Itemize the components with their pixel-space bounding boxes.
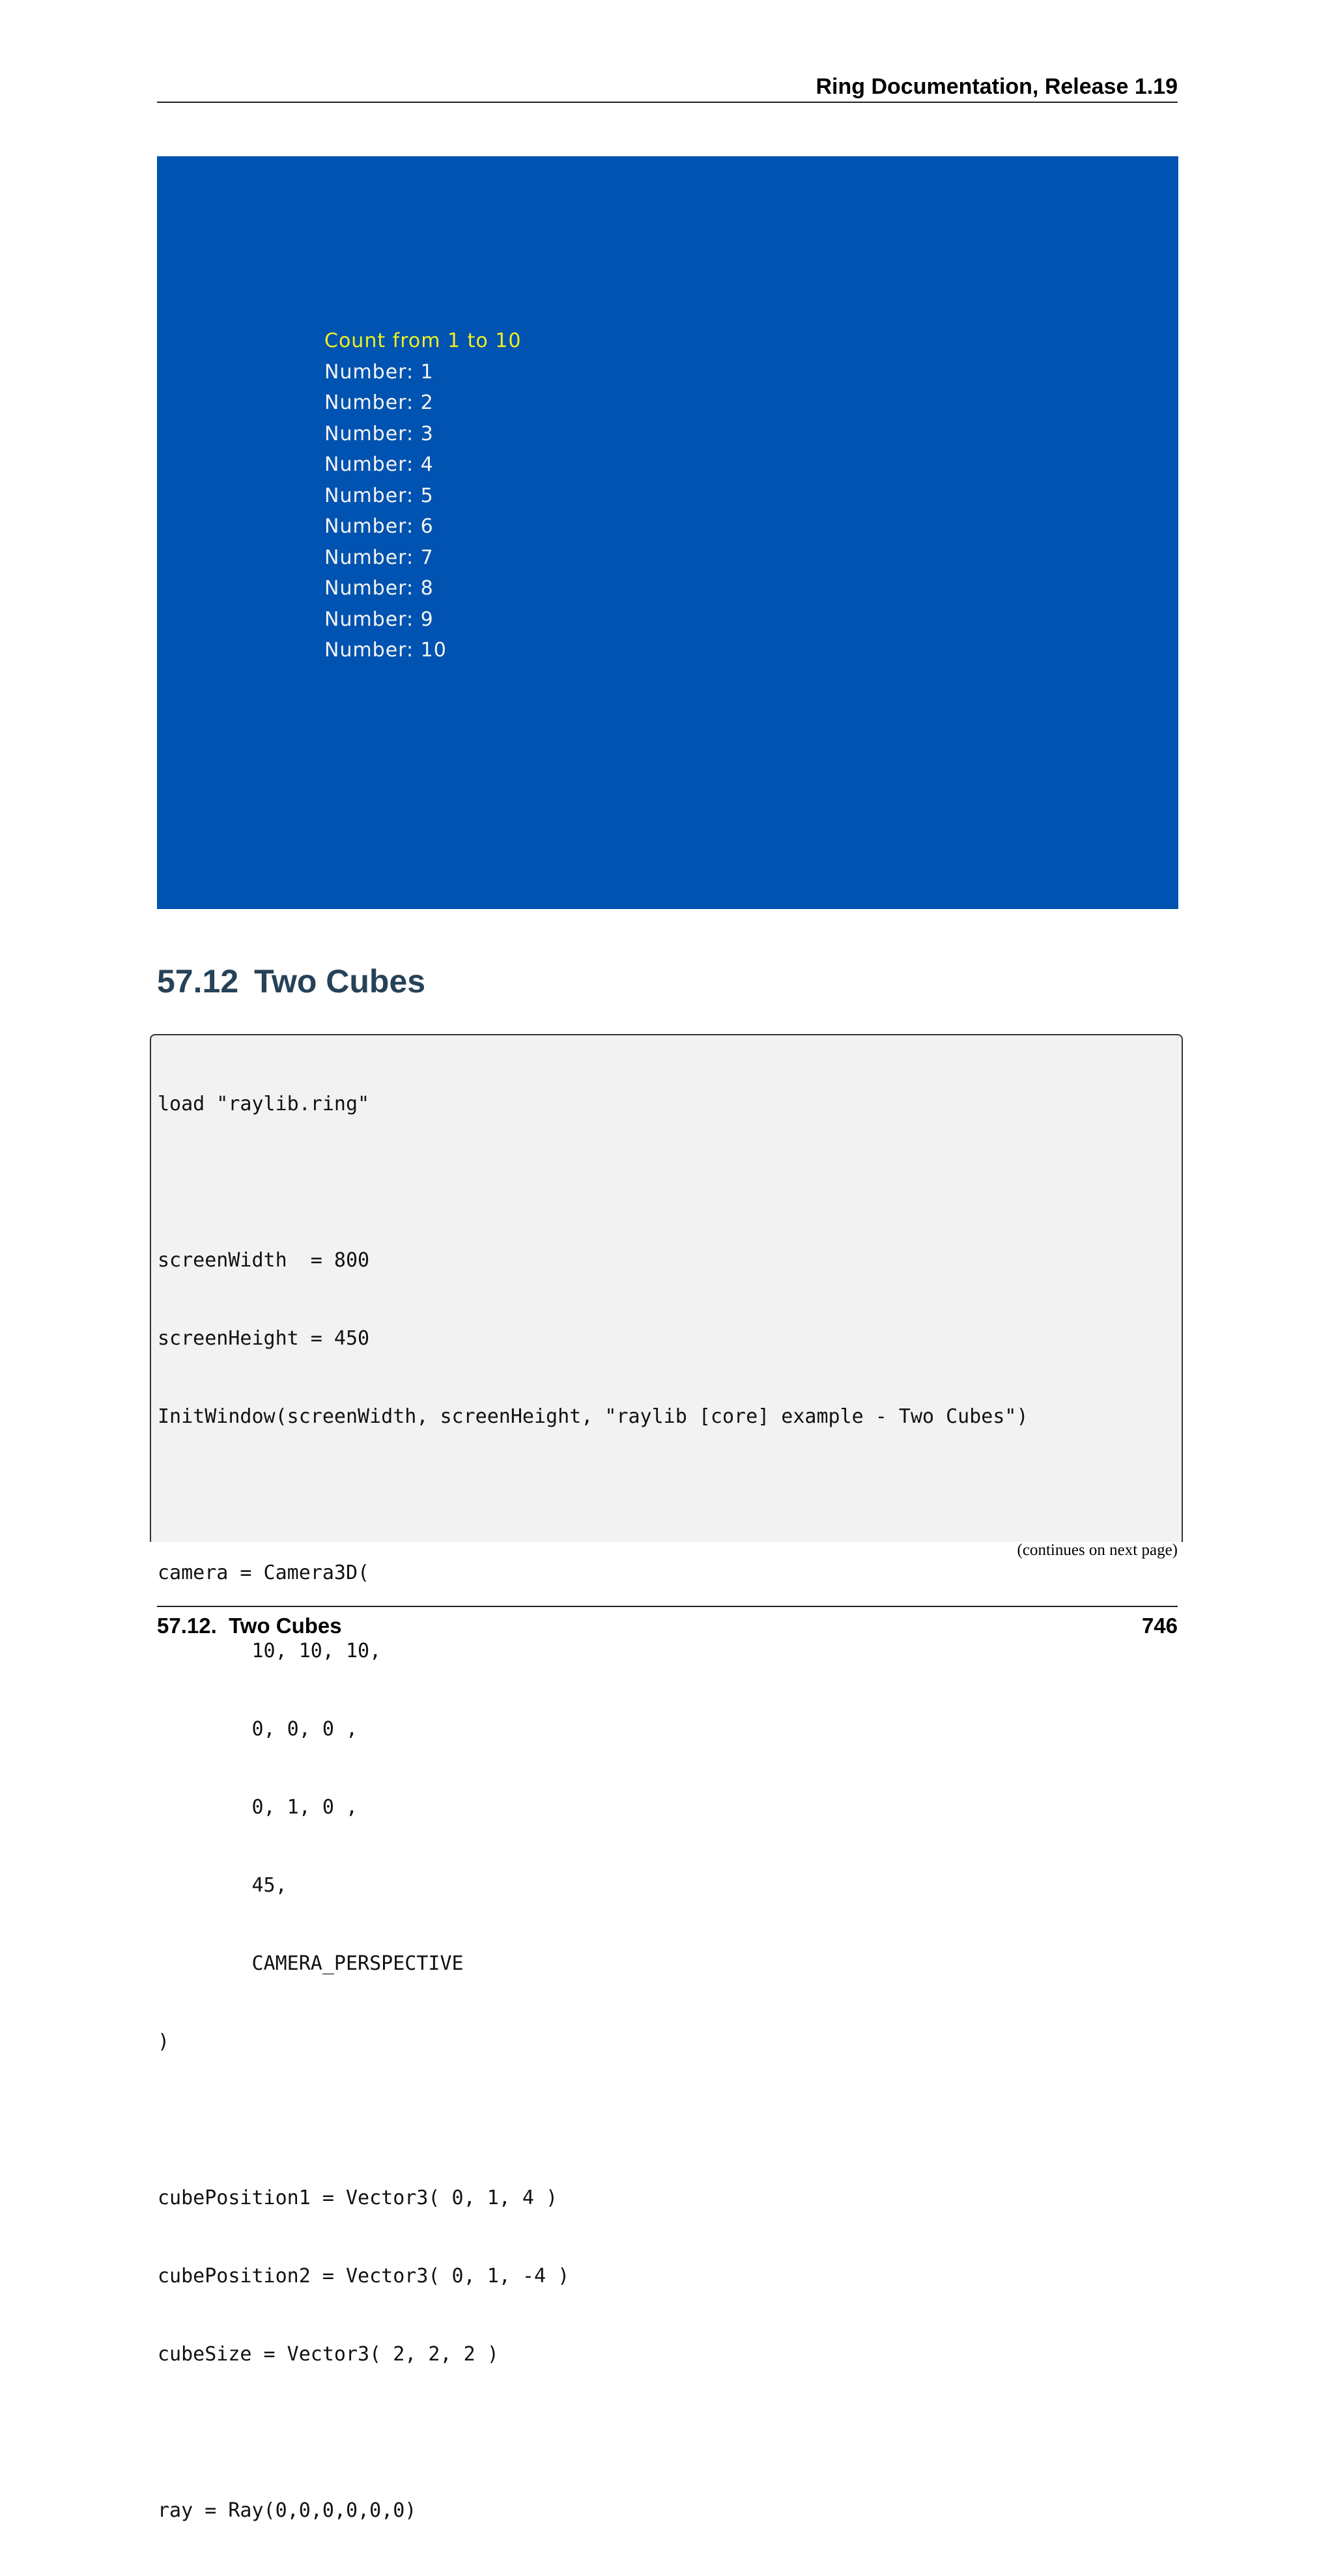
code-line: cubePosition2 = Vector3( 0, 1, -4 ) (158, 2265, 570, 2288)
screenshot-number-line: Number: 7 (324, 546, 434, 569)
section-heading (157, 959, 425, 1004)
page-number: 746 (1141, 1614, 1178, 1638)
section-title: Two Cubes (254, 963, 426, 1000)
code-line: 45, (158, 1874, 287, 1897)
screenshot-title-line: Count from 1 to 10 (324, 329, 522, 352)
screenshot-number-line: Number: 1 (324, 360, 434, 384)
screenshot-number-line: Number: 10 (324, 639, 447, 662)
code-line: 0, 1, 0 , (158, 1796, 358, 1819)
screenshot-number-line: Number: 2 (324, 391, 434, 414)
screenshot-number-line: Number: 3 (324, 422, 434, 445)
code-line: CAMERA_PERSPECTIVE (158, 1952, 464, 1975)
raylib-output-screenshot (157, 156, 1178, 909)
code-line: InitWindow(screenWidth, screenHeight, "raylib [core] example - Two Cubes") (158, 1405, 1029, 1428)
code-line (158, 2420, 1029, 2446)
code-line: 10, 10, 10, (158, 1640, 382, 1662)
code-line: screenHeight = 450 (158, 1327, 370, 1350)
footer-section-label: 57.12. Two Cubes (157, 1614, 342, 1638)
code-line: screenWidth = 800 (158, 1249, 370, 1272)
document-title: Ring Documentation, Release 1.19 (816, 74, 1178, 99)
page-header (157, 73, 1178, 103)
code-line: camera = Camera3D( (158, 1561, 370, 1584)
code-line: ray = Ray(0,0,0,0,0,0) (158, 2499, 417, 2522)
code-line (158, 1482, 1029, 1508)
code-line (158, 1169, 1029, 1196)
code-line (158, 2107, 1029, 2133)
code-line: 0, 0, 0 , (158, 1718, 358, 1741)
screenshot-number-line: Number: 6 (324, 515, 434, 538)
screenshot-number-line: Number: 8 (324, 577, 434, 600)
screenshot-number-line: Number: 5 (324, 484, 434, 507)
continues-note: (continues on next page) (1017, 1541, 1178, 1559)
screenshot-number-line: Number: 9 (324, 608, 434, 631)
screenshot-text-lines (324, 330, 521, 671)
code-line: cubeSize = Vector3( 2, 2, 2 ) (158, 2343, 499, 2366)
code-line: load "raylib.ring" (158, 1093, 370, 1115)
code-listing (158, 1039, 1029, 2576)
section-number: 57.12 (157, 963, 239, 1000)
footer-divider (157, 1606, 1178, 1607)
screenshot-number-line: Number: 4 (324, 453, 434, 476)
code-line: cubePosition1 = Vector3( 0, 1, 4 ) (158, 2187, 558, 2209)
code-line: ) (158, 2030, 170, 2053)
